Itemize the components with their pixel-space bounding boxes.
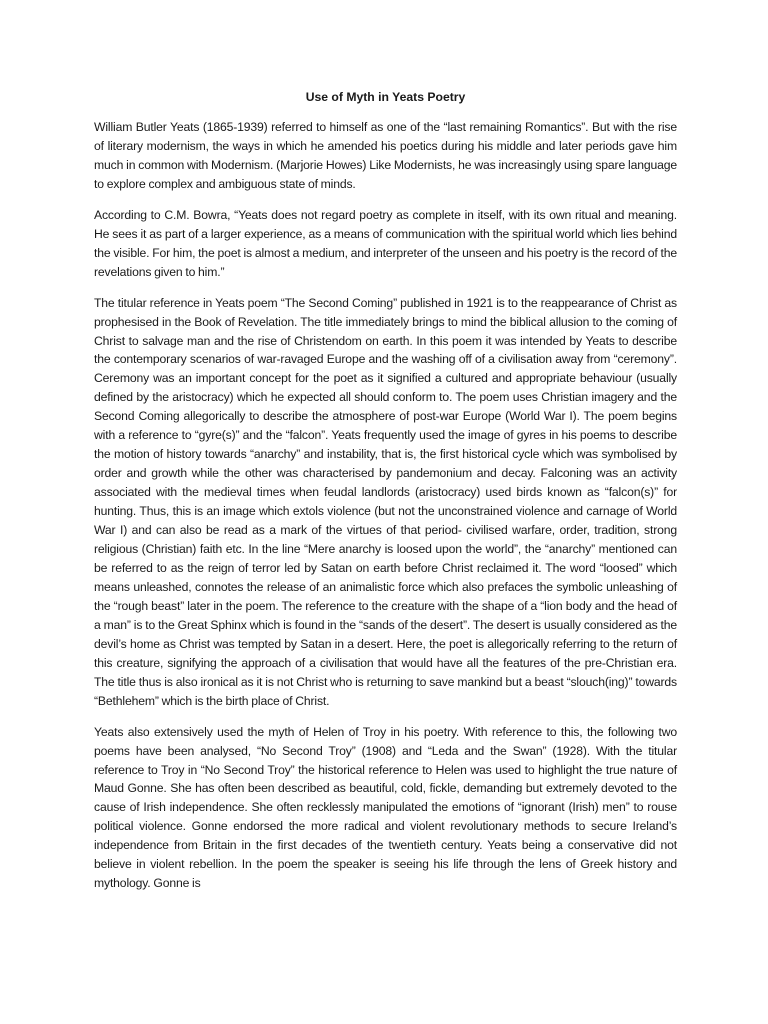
paragraph-helen-of-troy: Yeats also extensively used the myth of Helen of Troy in his poetry. With reference to this, the following two poems have been analysed, “No Second Troy” (1908) and “Leda and the Swan” (1928). With the titular reference to Troy in “No Second Troy” the historical reference to Helen was used to highlight the true nature of Maud Gonne. She has often been described as beautiful, cold, fickle, demanding but extremely devoted to the cause of Irish independence. She often recklessly manipulated the emotions of “ignorant (Irish) men” to rouse political violence. Gonne endorsed the more radical and violent revolutionary methods to secure Ireland’s independence from Britain in the first decades of the twentieth century. Yeats being a conservative did not believe in violent rebellion. In the poem the speaker is seeing his life through the lens of Greek history and mythology. Gonne is [94, 724, 677, 891]
paragraph-second-coming: The titular reference in Yeats poem “The Second Coming” published in 1921 is to the reappearance of Christ as prophesised in the Book of Revelation. The title immediately brings to mind the biblical allusion to the coming of Christ to salvage man and the rise of Christendom on earth. In this poem it was intended by Yeats to describe the contemporary scenarios of war-ravaged Europe and the washing off of a civilisation away from “ceremony”. Ceremony was an important concept for the poet as it signified a cultured and appropriate behaviour (usually defined by the aristocracy) which he expected all should conform to. The poem uses Christian imagery and the Second Coming allegorically to describe the atmosphere of post-war Europe (World War I). The poem begins with a reference to “gyre(s)” and the “falcon”. Yeats frequently used the image of gyres in his poems to describe the motion of history towards “anarchy” and instability, that is, the first historical cycle which was symbolised by order and growth while the other was characterised by pandemonium and decay. Falconing was an activity associated with the medieval times when feudal landlords (aristocracy) used birds known as “falcon(s)” for hunting. Thus, this is an image which extols violence (but not the unconstrained violence and carnage of World War I) and can also be read as a mark of the virtues of that period- civilised warfare, order, tradition, strong religious (Christian) faith etc. In the line “Mere anarchy is loosed upon the world”, the “anarchy” mentioned can be referred to as the reign of terror led by Satan on earth before Christ reclaimed it. The word “loosed” which means unleashed, connotes the release of an animalistic force which also prefaces the symbolic unleashing of the “rough beast” later in the poem. The reference to the creature with the shape of a “lion body and the head of a man” is to the Great Sphinx which is found in the “sands of the desert”. The desert is usually considered as the devil’s home as Christ was tempted by Satan in a desert. Here, the poet is allegorically referring to the return of this creature, signifying the approach of a civilisation that would have all the features of the pre-Christian era. The title thus is also ironical as it is not Christ who is returning to save mankind but a beast “slouch(ing)” towards “Bethlehem” which is the birth place of Christ. [94, 295, 677, 708]
document-title: Use of Myth in Yeats Poetry [305, 90, 466, 104]
paragraph-bowra-quote: According to C.M. Bowra, “Yeats does not regard poetry as complete in itself, with its own ritual and meaning. He sees it as part of a larger experience, as a means of communication with the spiritual world which lies behind the visible. For him, the poet is almost a medium, and interpreter of the unseen and his poetry is the record of the revelations given to him.” [94, 207, 677, 279]
paragraph-intro: William Butler Yeats (1865-1939) referred to himself as one of the “last remaining Romantics”. But with the rise of literary modernism, the ways in which he amended his poetics during his middle and later periods gave him much in common with Modernism. (Marjorie Howes) Like Modernists, he was increasingly using spare language to explore complex and ambiguous state of minds. [94, 120, 677, 191]
